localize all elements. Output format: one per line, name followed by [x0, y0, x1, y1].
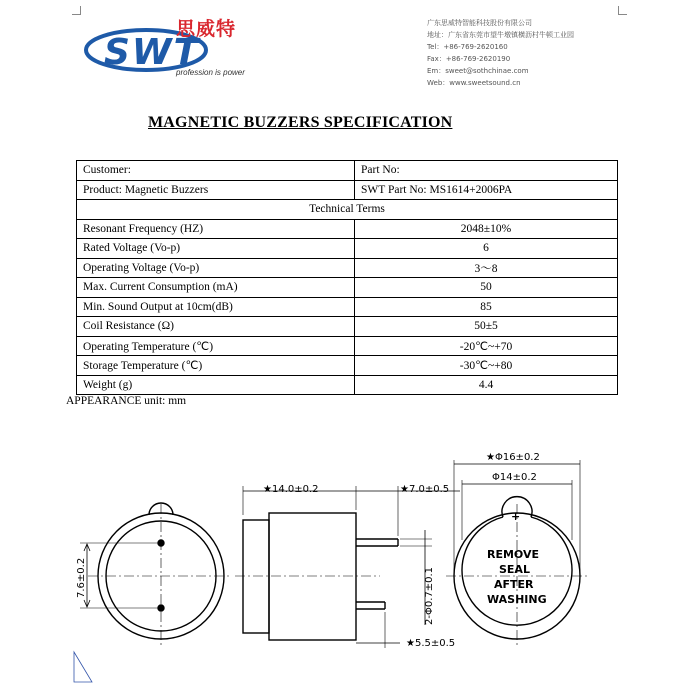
- part-no-cell: Part No:: [355, 161, 618, 181]
- table-row: [77, 297, 618, 317]
- company-line: Tel：+86-769-2620160: [427, 43, 508, 51]
- dim-inner-diameter: Φ14±0.2: [492, 472, 537, 483]
- param-cell: Coil Resistance (Ω): [77, 317, 355, 337]
- table-row: [77, 375, 618, 395]
- dim-pin-dia: 2-Φ0.7±0.1: [424, 566, 435, 625]
- table-row: [77, 258, 618, 278]
- value-cell: 50±5: [355, 317, 618, 337]
- table-row: [77, 278, 618, 298]
- company-line: Web：www.sweetsound.cn: [427, 79, 521, 87]
- dim-pin-gap: ★5.5±0.5: [406, 638, 456, 649]
- param-cell: Operating Voltage (Vo-p): [77, 258, 355, 278]
- product-cell: Product: Magnetic Buzzers: [77, 180, 355, 200]
- value-cell: -30℃~+80: [355, 356, 618, 376]
- appearance-label: APPEARANCE unit: mm: [66, 395, 187, 407]
- seal-label-line: REMOVE: [487, 548, 540, 561]
- table-row: [77, 200, 618, 220]
- param-cell: Operating Temperature (℃): [77, 336, 355, 356]
- table-row: [77, 180, 618, 200]
- dim-pin-length: ★7.0±0.5: [400, 484, 450, 495]
- seal-label-line: SEAL: [499, 563, 530, 576]
- swt-part-no-cell: SWT Part No: MS1614+2006PA: [355, 180, 618, 200]
- table-row: [77, 336, 618, 356]
- param-cell: Max. Current Consumption (mA): [77, 278, 355, 298]
- appearance-drawing: [0, 420, 698, 695]
- section-header: Technical Terms: [77, 200, 618, 220]
- value-cell: 2048±10%: [355, 219, 618, 239]
- seal-label-line: AFTER: [494, 578, 534, 591]
- dim-width: ★14.0±0.2: [263, 484, 319, 495]
- table-row: [77, 317, 618, 337]
- value-cell: 4.4: [355, 375, 618, 395]
- value-cell: 50: [355, 278, 618, 298]
- company-line: Fax：+86-769-2620190: [427, 55, 511, 63]
- customer-cell: Customer:: [77, 161, 355, 181]
- param-cell: Min. Sound Output at 10cm(dB): [77, 297, 355, 317]
- value-cell: 3～8: [355, 258, 618, 278]
- spec-table: [76, 160, 618, 395]
- table-row: [77, 161, 618, 181]
- table-row: [77, 239, 618, 259]
- param-cell: Resonant Frequency (HZ): [77, 219, 355, 239]
- front-view: [80, 503, 232, 646]
- logo-tagline: profession is power: [176, 68, 245, 77]
- company-line: 地址：广东省东莞市望牛墩镇横沥村牛顿工业园: [427, 31, 574, 39]
- company-line: Em：sweet@sothchinae.com: [427, 67, 529, 75]
- company-line: 广东思威特智能科技股份有限公司: [427, 19, 532, 27]
- document-title: MAGNETIC BUZZERS SPECIFICATION: [148, 114, 453, 131]
- polarity-plus: +: [511, 510, 521, 523]
- seal-label-line: WASHING: [487, 593, 547, 606]
- param-cell: Weight (g): [77, 375, 355, 395]
- company-info: [427, 17, 574, 89]
- logo-chinese-name: 思威特: [176, 18, 237, 40]
- dim-pin-pitch: 7.6±0.2: [76, 557, 87, 598]
- value-cell: -20℃~+70: [355, 336, 618, 356]
- param-cell: Rated Voltage (Vo-p): [77, 239, 355, 259]
- table-row: [77, 219, 618, 239]
- table-row: [77, 356, 618, 376]
- logo-brand: SWT: [104, 32, 201, 73]
- value-cell: 6: [355, 239, 618, 259]
- dim-outer-diameter: ★Φ16±0.2: [486, 452, 540, 463]
- crop-mark-right: [618, 6, 627, 15]
- crop-mark-left: [72, 6, 81, 15]
- param-cell: Storage Temperature (℃): [77, 356, 355, 376]
- corner-mark: [74, 652, 92, 682]
- value-cell: 85: [355, 297, 618, 317]
